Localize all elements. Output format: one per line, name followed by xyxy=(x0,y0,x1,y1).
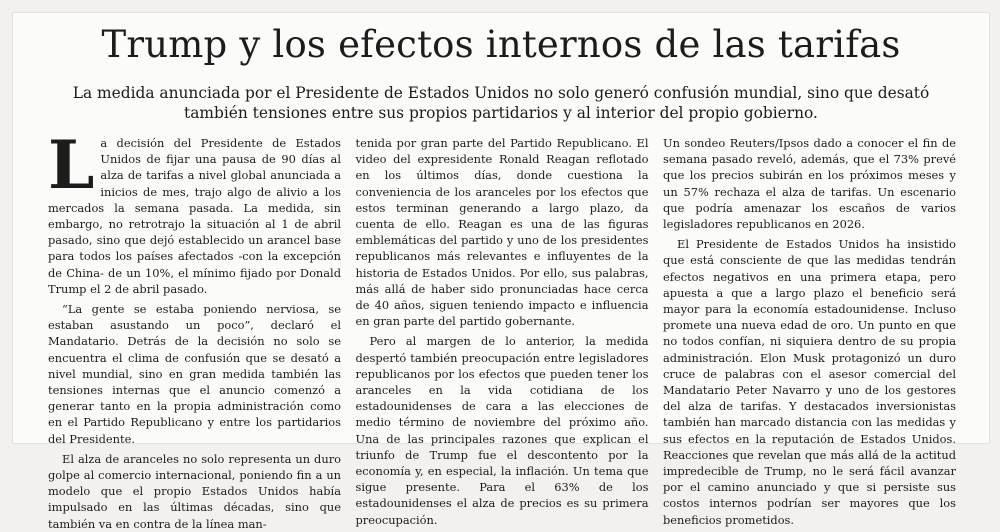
paragraph: “La gente se estaba poniendo nerviosa, se estaban asustando un poco”, declaró el Mandatario. Detrás de la decisión no solo se encuentra el clima de confusión que se desató a nivel mundial, sino en gran medida también las tensiones internas que el anuncio comenzó a generar tanto en la propia administración como en el Partido Republicano y entre los partidarios del Presidente. xyxy=(48,302,341,446)
column-3 xyxy=(663,135,956,527)
article-body xyxy=(48,126,956,531)
subheadline: La medida anunciada por el Presidente de Estados Unidos no solo generó confusión mundial, sino que desató también tensiones entre sus propios partidarios y al interior del propio gobierno. xyxy=(72,84,930,122)
paragraph: Pero al margen de lo anterior, la medida despertó también preocupación entre legisladores republicanos por los efectos que pueden tener los aranceles en la vida cotidiana de los estadounidenses de cara a las elecciones de medio término de noviembre del próximo año. Una de las principales razones que explican el triunfo de Trump fue el descontento por la economía y, en especial, la inflación. Un tema que sigue presente. Para el 63% de los estadounidenses el alza de precios es su primera preocupación. xyxy=(355,334,649,527)
drop-cap: L xyxy=(48,126,95,204)
paragraph-text: a decisión del Presidente de Estados Unidos de fijar una pausa de 90 días al alza de tarifas a nivel global anunciada a inicios de mes, trajo algo de alivio a los mercados la semana pasada. La medida, sin embargo, no retrotrajo la situación al 1 de abril pasado, sino que dejó establecido un arancel base para todos los países afectados -con la excepción de China- de un 10%, el mínimo fijado por Donald Trump el 2 de abril pasado. xyxy=(48,136,341,296)
paragraph: Un sondeo Reuters/Ipsos dado a conocer el fin de semana pasado reveló, además, que el 73% prevé que los precios subirán en los próximos meses y un 57% rechaza el alza de tarifas. Un escenario que podría amenazar los escaños de varios legisladores republicanos en 2026. xyxy=(663,136,956,232)
column-1 xyxy=(48,126,341,531)
column-2 xyxy=(355,135,649,527)
paragraph: El Presidente de Estados Unidos ha insistido que está consciente de que las medidas tendrán efectos negativos en una primera etapa, pero apuesta a que a largo plazo el beneficio será mayor para la economía estadounidense. Incluso promete una nueva edad de oro. Un punto en que no todos confían, ni siquiera dentro de su propia administración. Elon Musk protagonizó un duro cruce de palabras con el asesor comercial del Mandatario Peter Navarro y uno de los gestores del alza de tarifas. Y destacados inversionistas también han marcado distancia con las medidas y sus efectos en la reputación de Estados Unidos. Reacciones que revelan que más allá de la actitud impredecible de Trump, no le será fácil avanzar por el camino anunciado y que si persiste sus costos internos podrían ser mayores que los beneficios prometidos. xyxy=(663,237,956,527)
paragraph xyxy=(48,126,341,297)
article-page xyxy=(12,12,990,531)
paragraph: El alza de aranceles no solo representa un duro golpe al comercio internacional, poniendo fin a un modelo que el propio Estados Unidos había impulsado en las últimas décadas, sino que también va en contra de la línea man- xyxy=(48,451,341,531)
headline: Trump y los efectos internos de las tarifas xyxy=(101,23,901,66)
paragraph: tenida por gran parte del Partido Republicano. El video del expresidente Ronald Reagan reflotado en los últimos días, donde cuestiona la conveniencia de los aranceles por los efectos que estos terminan generando a largo plazo, da cuenta de ello. Reagan es una de las figuras emblemáticas del partido y uno de los presidentes republicanos más relevantes e influyentes de la historia de Estados Unidos. Por ello, sus palabras, más allá de haber sido pronunciadas hace cerca de 40 años, siguen teniendo impacto e influencia en gran parte del partido gobernante. xyxy=(355,136,649,329)
